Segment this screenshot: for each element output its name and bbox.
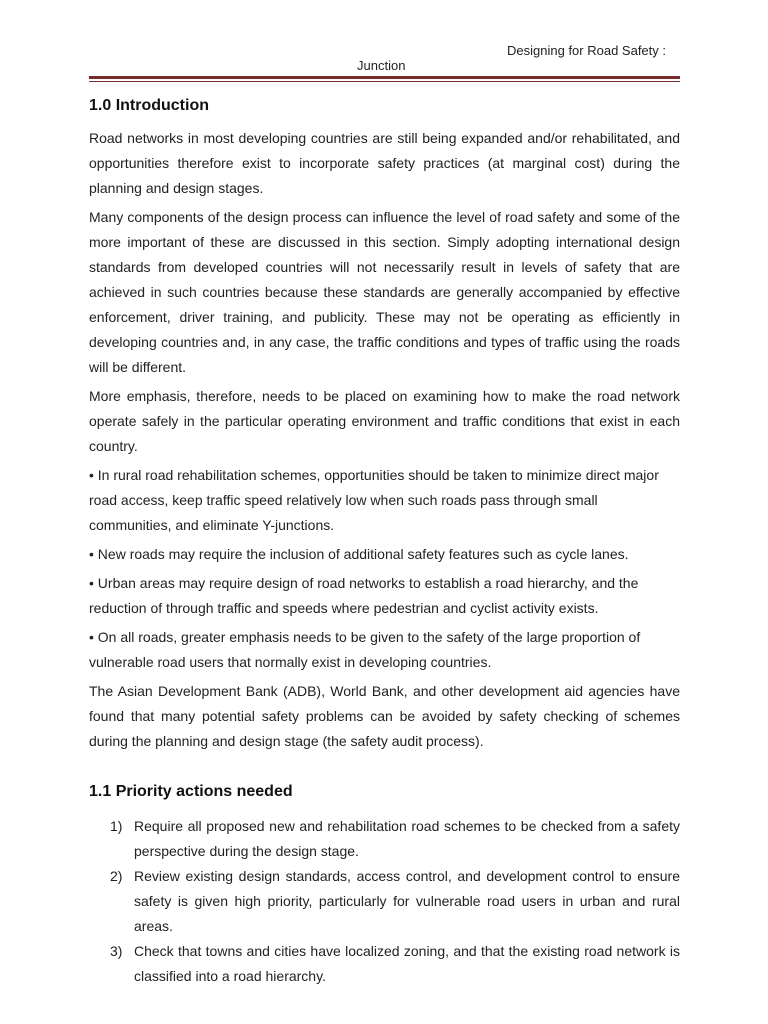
list-item-number: 3) — [110, 943, 123, 959]
intro-paragraph: Many components of the design process can influence the level of road safety and some of the more important of these are discussed in this section. Simply adopting international design standards from developed countries will not necessarily result in levels of safety that are achieved in such countries because these standards are generally accompanied by effective enforcement, driver training, and publicity. These may not be operating as efficiently in developing countries and, in any case, the traffic conditions and types of traffic using the roads will be different. — [89, 209, 680, 375]
list-item — [89, 814, 680, 864]
section-heading-priority-actions: 1.1 Priority actions needed — [89, 783, 293, 800]
intro-paragraph: Road networks in most developing countries are still being expanded and/or rehabilitated, and opportunities therefore exist to incorporate safety practices (at marginal cost) during the planning and design stages. — [89, 130, 680, 196]
list-item-number: 2) — [110, 868, 123, 884]
section-heading-introduction: 1.0 Introduction — [89, 97, 209, 114]
list-item — [89, 939, 680, 989]
running-header-subtitle: Junction — [357, 58, 406, 73]
bullet-item: • New roads may require the inclusion of additional safety features such as cycle lanes. — [89, 546, 629, 562]
bullet-item: • In rural road rehabilitation schemes, opportunities should be taken to minimize direct major road access, keep traffic speed relatively low when such roads pass through small communities, and eliminate Y-junctions. — [89, 467, 659, 533]
list-item-number: 1) — [110, 818, 123, 834]
list-item-text: Require all proposed new and rehabilitation road schemes to be checked from a safety perspective during the design stage. — [134, 818, 680, 859]
bullet-item: • Urban areas may require design of road networks to establish a road hierarchy, and the reduction of through traffic and speeds where pedestrian and cyclist activity exists. — [89, 575, 639, 616]
priority-actions-list — [89, 814, 680, 989]
header-rule-thin — [89, 81, 680, 82]
list-item — [89, 864, 680, 939]
bullet-item: • On all roads, greater emphasis needs to be given to the safety of the large proportion of vulnerable road users that normally exist in developing countries. — [89, 629, 641, 670]
header-rule-thick — [89, 76, 680, 79]
intro-paragraph: More emphasis, therefore, needs to be placed on examining how to make the road network operate safely in the particular operating environment and traffic conditions that exist in each country. — [89, 388, 680, 454]
list-item-text: Review existing design standards, access control, and development control to ensure safety is given high priority, particularly for vulnerable road users in urban and rural areas. — [134, 868, 680, 934]
list-item-text: Check that towns and cities have localized zoning, and that the existing road network is classified into a road hierarchy. — [134, 943, 680, 984]
closing-paragraph: The Asian Development Bank (ADB), World Bank, and other development aid agencies have found that many potential safety problems can be avoided by safety checking of schemes during the planning and design stage (the safety audit process). — [89, 683, 680, 749]
running-header-title: Designing for Road Safety : — [507, 43, 666, 58]
document-body — [89, 94, 680, 989]
